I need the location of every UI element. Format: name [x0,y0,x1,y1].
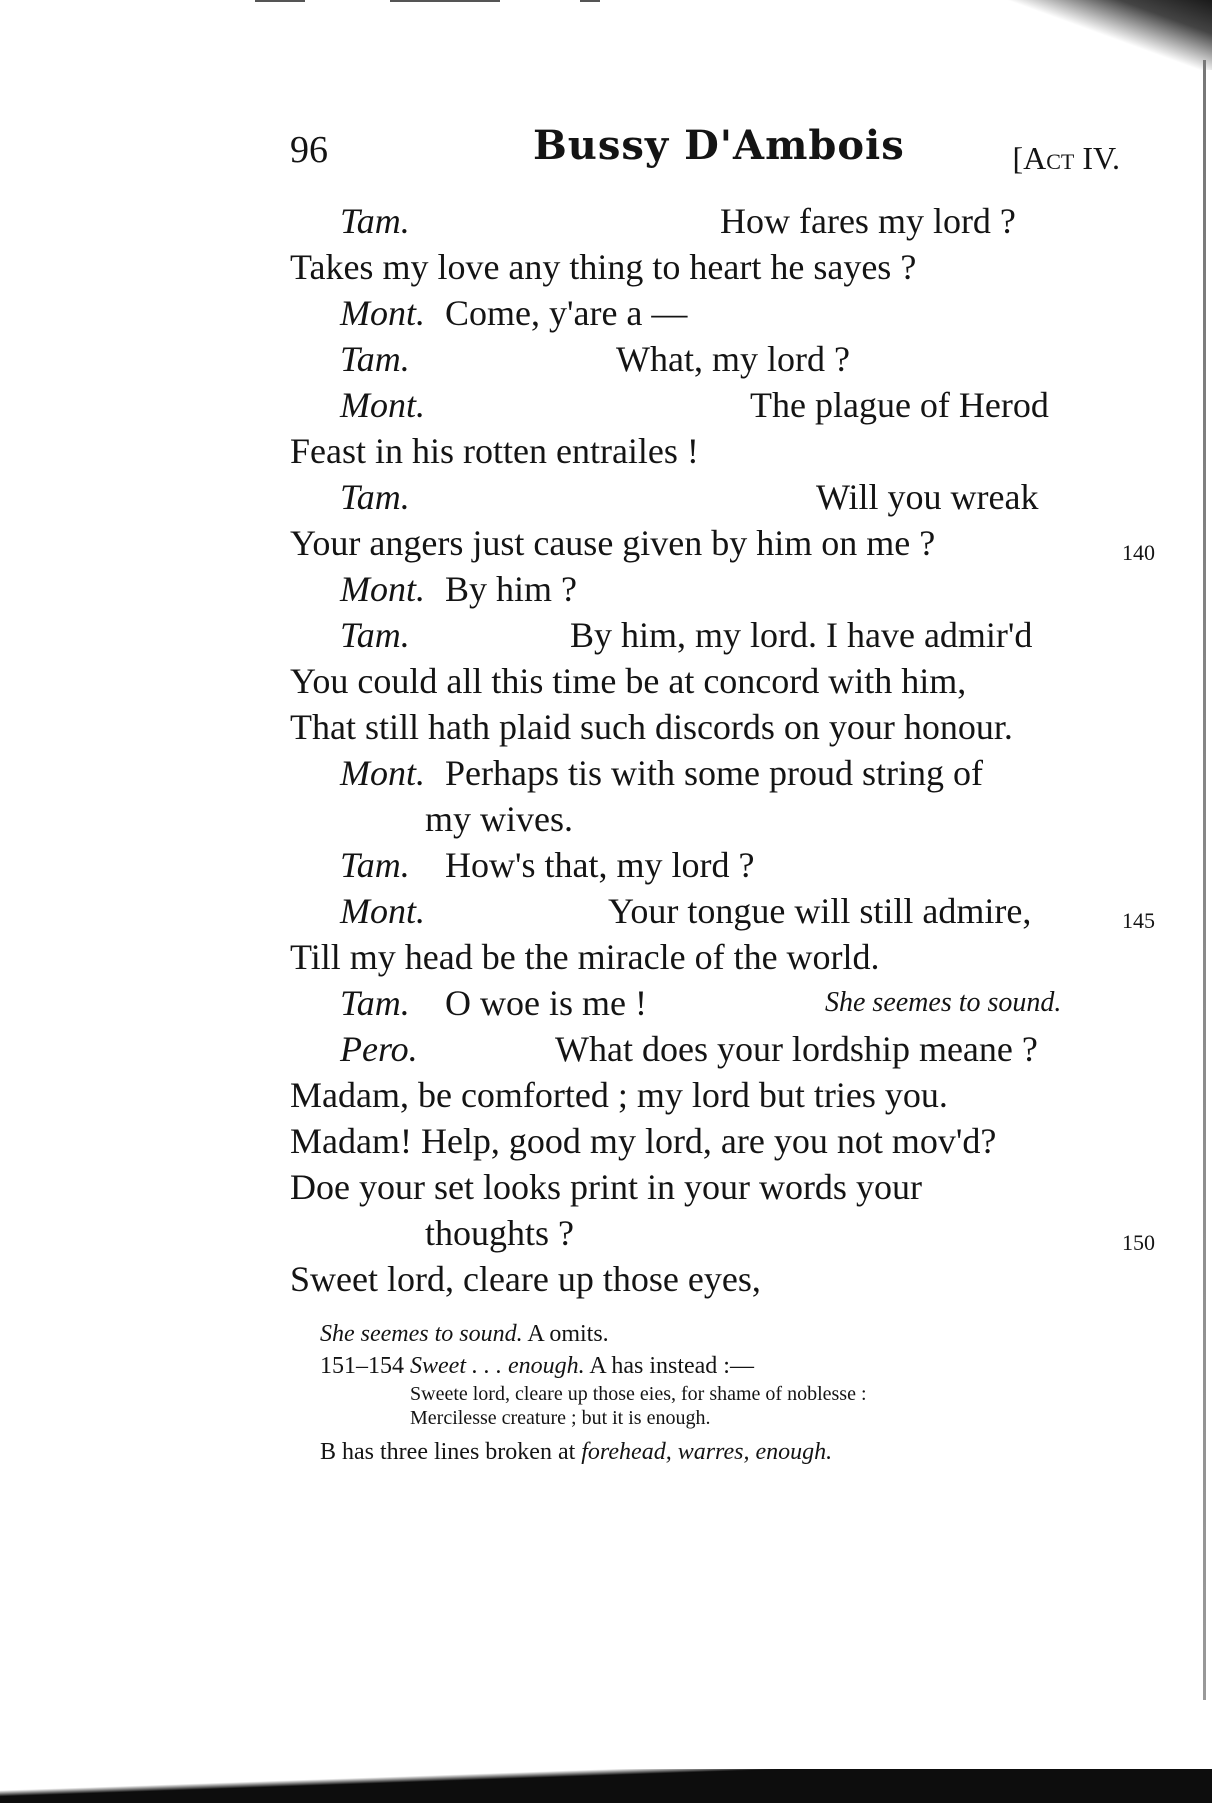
speaker-name: Mont. [340,569,425,609]
speaker-name: Mont. [340,753,425,793]
speaker-name: Tam. [340,201,410,241]
line-text: my wives. [425,799,573,839]
verse-line [290,474,1120,520]
note-reference: She seemes to sound. [320,1321,523,1347]
speaker-name: Pero. [340,1029,418,1069]
verse-line [290,428,1120,474]
line-text: By him ? [445,569,577,609]
textual-notes [320,1318,1120,1468]
verse-line [290,1210,1155,1256]
footnote [320,1436,1120,1468]
verse-line [290,382,1120,428]
line-number: 140 [1122,540,1155,565]
speaker-name: Tam. [340,339,410,379]
act-label: [Act IV. [1012,140,1120,176]
line-text: Takes my love any thing to heart he sayes ? [290,247,917,287]
running-title: Bussy D'Ambois [533,122,905,169]
verse-line [290,1164,1120,1210]
line-number: 150 [1122,1230,1155,1255]
scan-edge [255,0,305,2]
footnote [320,1318,1120,1350]
quoted-variant-line: Mercilesse creature ; but it is enough. [410,1407,711,1429]
scan-edge [1203,60,1206,1700]
line-number: 145 [1122,908,1155,933]
line-text: Your tongue will still admire, [608,891,1032,931]
line-text: By him, my lord. I have admir'd [570,615,1033,655]
note-reference: Sweet . . . enough. [410,1353,585,1379]
line-text: That still hath plaid such discords on your honour. [290,707,1013,747]
verse-line [290,934,1120,980]
line-text: What, my lord ? [616,339,850,379]
note-text: A has instead :— [589,1353,754,1379]
verse-line [290,1118,1120,1164]
line-text: thoughts ? [425,1213,574,1253]
speaker-name: Mont. [340,385,425,425]
quoted-variant-line: Sweete lord, cleare up those eies, for shame of noblesse : [410,1383,867,1405]
verse-line [290,842,1120,888]
note-text: A omits. [527,1321,609,1347]
line-text: You could all this time be at concord with him, [290,661,967,701]
line-text: How fares my lord ? [720,201,1016,241]
line-text: What does your lordship meane ? [555,1029,1038,1069]
verse-line [290,520,1155,566]
scan-edge [580,0,600,2]
speaker-name: Tam. [340,477,410,517]
speaker-name: Mont. [340,293,425,333]
line-text: Will you wreak [816,477,1039,517]
line-text: Doe your set looks print in your words your [290,1167,922,1207]
page-number: 96 [290,129,328,171]
verse-line [290,290,1120,336]
speaker-name: Mont. [340,891,425,931]
line-text: Your angers just cause given by him on me ? [290,523,936,563]
speaker-name: Tam. [340,615,410,655]
line-text: Come, y'are a — [445,293,688,333]
scan-edge [0,1769,1212,1803]
scan-shadow [892,0,1212,70]
line-text: Perhaps tis with some proud string of [445,753,983,793]
verse-line [290,1256,1120,1302]
verse-line [290,612,1120,658]
verse-line [290,198,1120,244]
verse-line [290,1026,1120,1072]
speaker-name: Tam. [340,983,410,1023]
running-header [290,122,1120,182]
line-text: Madam! Help, good my lord, are you not mov'd? [290,1121,997,1161]
line-text: O woe is me ! [445,983,647,1023]
line-text: How's that, my lord ? [445,845,755,885]
line-text: Madam, be comforted ; my lord but tries you. [290,1075,948,1115]
verse-line [290,1072,1120,1118]
note-reference: forehead, warres, enough. [581,1439,833,1465]
footnote [320,1350,1120,1382]
line-text: Till my head be the miracle of the world. [290,937,880,977]
line-text: The plague of Herod [750,385,1049,425]
verse-line [290,704,1120,750]
verse-line [290,796,1120,842]
verse-line [290,336,1120,382]
line-text: Sweet lord, cleare up those eyes, [290,1259,761,1299]
stage-direction: She seemes to sound. [825,987,1062,1018]
scan-edge [390,0,500,2]
verse-line [290,658,1120,704]
line-text: Feast in his rotten entrailes ! [290,431,699,471]
verse-line [290,244,1120,290]
note-text: B has three lines broken at [320,1439,576,1465]
verse-line [290,566,1120,612]
verse-line [290,980,1120,1026]
verse-line [290,888,1155,934]
note-line-range: 151–154 [320,1353,404,1379]
verse-block [290,198,1155,1302]
verse-line [290,750,1120,796]
speaker-name: Tam. [340,845,410,885]
